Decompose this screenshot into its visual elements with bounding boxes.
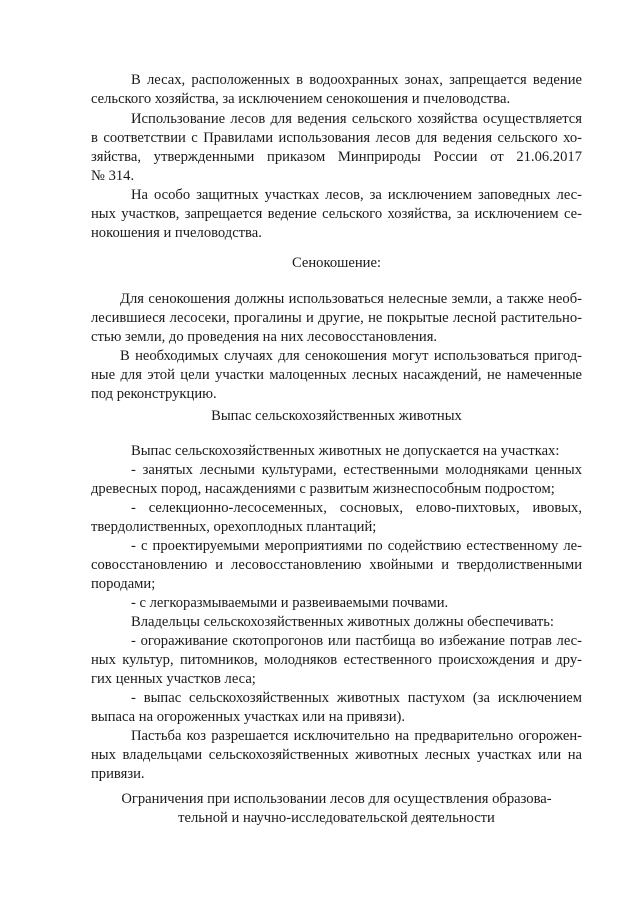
list-item: - огораживание скотопрогонов или пастбища во избежание потрав лес-: [131, 633, 582, 649]
text-line: гих ценных участков леса;: [91, 671, 256, 687]
text-line: Владельцы сельскохозяйственных животных должны обеспечивать:: [131, 614, 554, 630]
list-item: - с легкоразмываемыми и развеиваемыми почвами.: [131, 595, 449, 611]
text-line: Выпас сельскохозяйственных животных не допускается на участках:: [131, 443, 560, 459]
text-line: Использование лесов для ведения сельского хозяйства осуществляется: [131, 111, 582, 127]
text-line: ные для этой цели участки малоценных лесных насаждений, не намеченные: [91, 367, 582, 383]
text-line: сельского хозяйства, за исключением сенокошения и пчеловодства.: [91, 91, 511, 107]
section-heading: тельной и научно-исследовательской деятельности: [178, 810, 495, 826]
text-line: Для сенокошения должны использоваться нелесные земли, а также необ-: [120, 291, 582, 307]
text-line: древесных пород, насаждениями с развитым жизнеспособным подростом;: [91, 481, 555, 497]
text-line: В необходимых случаях для сенокошения могут использоваться пригод-: [120, 348, 582, 364]
text-line: стью земли, до проведения на них лесовосстановления.: [91, 329, 438, 345]
text-line: твердолиственных, орехоплодных плантаций;: [91, 519, 377, 535]
text-line: в соответствии с Правилами использования лесов для ведения сельского хо-: [91, 130, 582, 146]
section-heading: Выпас сельскохозяйственных животных: [211, 408, 462, 424]
text-line: зяйства, утвержденными приказом Минприроды России от 21.06.2017: [91, 149, 582, 165]
section-heading: Ограничения при использовании лесов для осуществления образова-: [121, 791, 552, 807]
section-heading: Сенокошение:: [291, 255, 381, 271]
text-line: ных участков, запрещается ведение сельского хозяйства, за исключением се-: [91, 206, 582, 222]
text-line: № 314.: [91, 168, 135, 184]
text-line: лесившиеся лесосеки, прогалины и другие, не покрытые лесной растительно-: [91, 310, 582, 326]
text-line: породами;: [91, 576, 156, 592]
text-line: нокошения и пчеловодства.: [91, 225, 262, 241]
list-item: - селекционно-лесосеменных, сосновых, елово-пихтовых, ивовых,: [131, 500, 582, 516]
text-line: ных владельцами сельскохозяйственных животных лесных участках или на: [91, 747, 582, 763]
list-item: - выпас сельскохозяйственных животных пастухом (за исключением: [131, 690, 582, 706]
text-line: совосстановлению и лесовосстановлению хвойными и твердолиственными: [91, 557, 582, 573]
text-line: На особо защитных участках лесов, за исключением заповедных лес-: [131, 187, 582, 203]
text-line: привязи.: [91, 766, 145, 782]
text-line: выпаса на огороженных участках или на привязи).: [91, 709, 406, 725]
text-line: ных культур, питомников, молодняков естественного происхождения и дру-: [91, 652, 582, 668]
text-line: под реконструкцию.: [91, 386, 217, 402]
text-line: Пастьба коз разрешается исключительно на предварительно огорожен-: [131, 728, 582, 744]
text-line: В лесах, расположенных в водоохранных зонах, запрещается ведение: [131, 72, 582, 88]
list-item: - с проектируемыми мероприятиями по содействию естественному ле-: [131, 538, 582, 554]
list-item: - занятых лесными культурами, естественными молодняками ценных: [131, 462, 582, 478]
